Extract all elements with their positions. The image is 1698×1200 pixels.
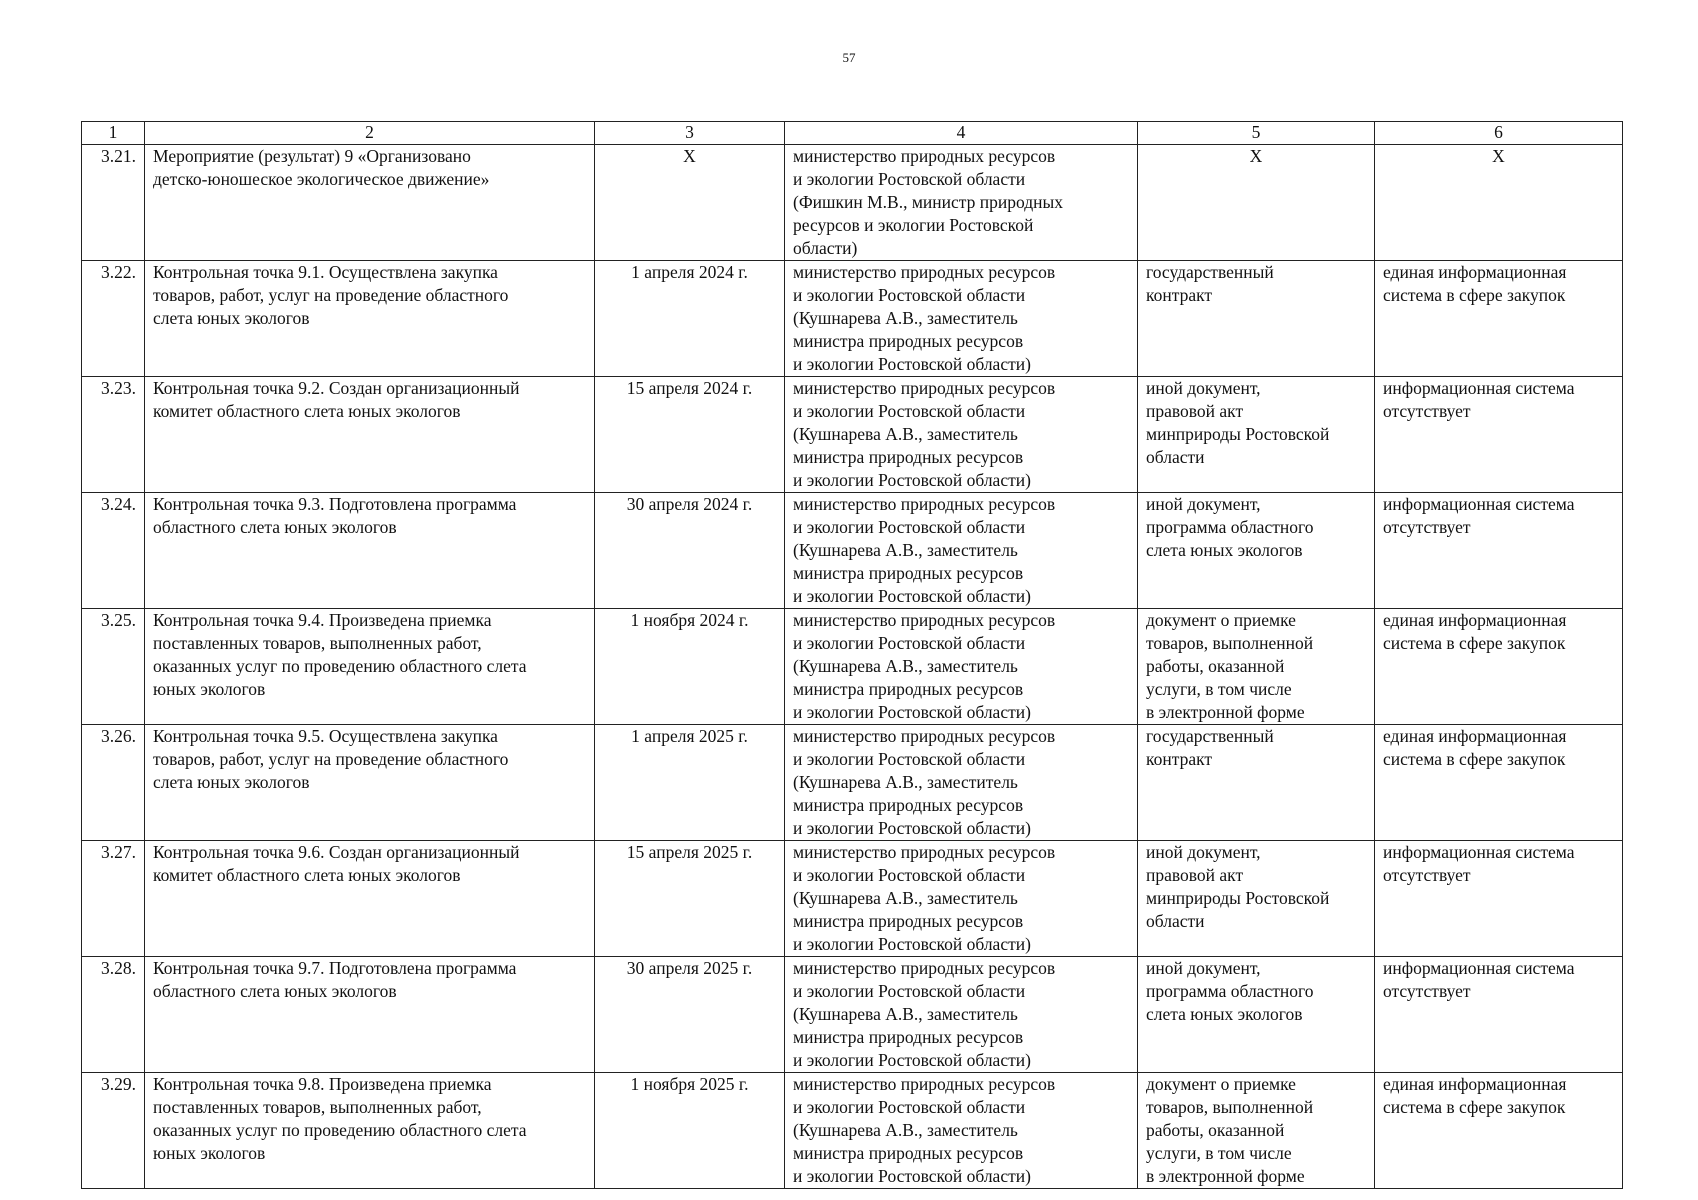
event-name-cell-text: Контрольная точка 9.1. Осуществлена закупка товаров, работ, услуг на проведение областного слета юных экологов	[153, 262, 509, 328]
column-header: 3	[595, 122, 785, 145]
responsible-cell-text: министерство природных ресурсов и экологии Ростовской области (Кушнарева А.В., заместитель министра природных ресурсов и экологии Ростовской области)	[793, 494, 1056, 606]
row-number-cell	[82, 609, 145, 725]
information-system-cell	[1375, 957, 1623, 1073]
row-number-cell	[82, 725, 145, 841]
table-row	[82, 261, 1623, 377]
document-type-cell	[1138, 261, 1375, 377]
event-name-cell	[145, 493, 595, 609]
deadline-cell	[595, 725, 785, 841]
column-header: 2	[145, 122, 595, 145]
deadline-cell	[595, 261, 785, 377]
document-type-cell-text: иной документ, программа областного слета юных экологов	[1146, 958, 1314, 1024]
event-name-cell	[145, 841, 595, 957]
column-header: 6	[1375, 122, 1623, 145]
information-system-cell	[1375, 609, 1623, 725]
information-system-cell-text: информационная система отсутствует	[1383, 842, 1575, 885]
document-type-cell	[1138, 1073, 1375, 1189]
table-row	[82, 493, 1623, 609]
deadline-cell	[595, 145, 785, 261]
event-name-cell	[145, 145, 595, 261]
event-name-cell-text: Контрольная точка 9.2. Создан организационный комитет областного слета юных экологов	[153, 378, 520, 421]
row-number-cell	[82, 841, 145, 957]
row-number-cell-text: 3.28.	[101, 958, 136, 978]
deadline-cell-text: 15 апреля 2024 г.	[626, 378, 753, 398]
responsible-cell	[785, 725, 1138, 841]
responsible-cell-text: министерство природных ресурсов и экологии Ростовской области (Кушнарева А.В., заместитель министра природных ресурсов и экологии Ростовской области)	[793, 610, 1056, 722]
row-number-cell-text: 3.22.	[101, 262, 136, 282]
deadline-cell-text: 1 апреля 2024 г.	[631, 262, 748, 282]
responsible-cell	[785, 493, 1138, 609]
document-type-cell	[1138, 609, 1375, 725]
document-type-cell-text: Х	[1249, 146, 1263, 166]
row-number-cell-text: 3.27.	[101, 842, 136, 862]
deadline-cell-text: Х	[683, 146, 696, 166]
event-name-cell-text: Контрольная точка 9.6. Создан организационный комитет областного слета юных экологов	[153, 842, 520, 885]
responsible-cell	[785, 377, 1138, 493]
row-number-cell	[82, 377, 145, 493]
table-row	[82, 841, 1623, 957]
table-row	[82, 725, 1623, 841]
document-type-cell	[1138, 841, 1375, 957]
responsible-cell	[785, 261, 1138, 377]
document-type-cell-text: документ о приемке товаров, выполненной работы, оказанной услуги, в том числе в электронной форме	[1146, 1074, 1314, 1186]
column-header: 1	[82, 122, 145, 145]
event-name-cell-text: Контрольная точка 9.4. Произведена приемка поставленных товаров, выполненных работ, оказанных услуг по проведению областного слета юных экологов	[153, 610, 527, 699]
deadline-cell-text: 1 ноября 2024 г.	[630, 610, 749, 630]
information-system-cell	[1375, 377, 1623, 493]
event-name-cell	[145, 377, 595, 493]
row-number-cell-text: 3.29.	[101, 1074, 136, 1094]
document-type-cell	[1138, 957, 1375, 1073]
information-system-cell-text: единая информационная система в сфере закупок	[1383, 1074, 1567, 1117]
document-type-cell	[1138, 377, 1375, 493]
information-system-cell-text: информационная система отсутствует	[1383, 958, 1575, 1001]
responsible-cell-text: министерство природных ресурсов и экологии Ростовской области (Кушнарева А.В., заместитель министра природных ресурсов и экологии Ростовской области)	[793, 726, 1056, 838]
row-number-cell	[82, 261, 145, 377]
information-system-cell	[1375, 841, 1623, 957]
row-number-cell	[82, 1073, 145, 1189]
control-points-table	[81, 121, 1623, 1189]
event-name-cell	[145, 1073, 595, 1189]
event-name-cell	[145, 957, 595, 1073]
deadline-cell-text: 15 апреля 2025 г.	[626, 842, 753, 862]
document-type-cell-text: государственный контракт	[1146, 262, 1274, 305]
document-type-cell-text: иной документ, правовой акт минприроды Ростовской области	[1146, 842, 1330, 931]
row-number-cell	[82, 493, 145, 609]
event-name-cell	[145, 261, 595, 377]
information-system-cell	[1375, 493, 1623, 609]
row-number-cell	[82, 957, 145, 1073]
document-type-cell-text: государственный контракт	[1146, 726, 1274, 769]
page-number: 57	[842, 50, 856, 65]
information-system-cell	[1375, 725, 1623, 841]
deadline-cell	[595, 377, 785, 493]
column-header: 5	[1138, 122, 1375, 145]
deadline-cell-text: 30 апреля 2025 г.	[626, 958, 753, 978]
deadline-cell	[595, 1073, 785, 1189]
deadline-cell	[595, 841, 785, 957]
information-system-cell	[1375, 261, 1623, 377]
table-row	[82, 609, 1623, 725]
document-type-cell	[1138, 493, 1375, 609]
responsible-cell-text: министерство природных ресурсов и экологии Ростовской области (Кушнарева А.В., заместитель министра природных ресурсов и экологии Ростовской области)	[793, 262, 1056, 374]
table-row	[82, 377, 1623, 493]
event-name-cell-text: Контрольная точка 9.3. Подготовлена программа областного слета юных экологов	[153, 494, 517, 537]
deadline-cell	[595, 609, 785, 725]
responsible-cell	[785, 1073, 1138, 1189]
responsible-cell-text: министерство природных ресурсов и экологии Ростовской области (Кушнарева А.В., заместитель министра природных ресурсов и экологии Ростовской области)	[793, 842, 1056, 954]
row-number-cell	[82, 145, 145, 261]
deadline-cell-text: 1 ноября 2025 г.	[630, 1074, 749, 1094]
event-name-cell-text: Контрольная точка 9.7. Подготовлена программа областного слета юных экологов	[153, 958, 517, 1001]
responsible-cell-text: министерство природных ресурсов и экологии Ростовской области (Кушнарева А.В., заместитель министра природных ресурсов и экологии Ростовской области)	[793, 958, 1056, 1070]
document-type-cell	[1138, 725, 1375, 841]
information-system-cell-text: информационная система отсутствует	[1383, 378, 1575, 421]
responsible-cell	[785, 609, 1138, 725]
row-number-cell-text: 3.26.	[101, 726, 136, 746]
row-number-cell-text: 3.24.	[101, 494, 136, 514]
information-system-cell-text: информационная система отсутствует	[1383, 494, 1575, 537]
event-name-cell	[145, 725, 595, 841]
information-system-cell-text: единая информационная система в сфере закупок	[1383, 610, 1567, 653]
responsible-cell	[785, 145, 1138, 261]
information-system-cell	[1375, 145, 1623, 261]
responsible-cell	[785, 957, 1138, 1073]
deadline-cell	[595, 493, 785, 609]
responsible-cell	[785, 841, 1138, 957]
table-row	[82, 1073, 1623, 1189]
responsible-cell-text: министерство природных ресурсов и экологии Ростовской области (Кушнарева А.В., заместитель министра природных ресурсов и экологии Ростовской области)	[793, 1074, 1056, 1186]
information-system-cell-text: единая информационная система в сфере закупок	[1383, 262, 1567, 305]
information-system-cell-text: единая информационная система в сфере закупок	[1383, 726, 1567, 769]
table-row	[82, 957, 1623, 1073]
information-system-cell-text: Х	[1492, 146, 1505, 166]
table-header-row	[82, 122, 1623, 145]
information-system-cell	[1375, 1073, 1623, 1189]
responsible-cell-text: министерство природных ресурсов и экологии Ростовской области (Фишкин М.В., министр природных ресурсов и экологии Ростовской области)	[793, 146, 1064, 258]
responsible-cell-text: министерство природных ресурсов и экологии Ростовской области (Кушнарева А.В., заместитель министра природных ресурсов и экологии Ростовской области)	[793, 378, 1056, 490]
event-name-cell	[145, 609, 595, 725]
document-type-cell	[1138, 145, 1375, 261]
deadline-cell-text: 30 апреля 2024 г.	[626, 494, 753, 514]
document-type-cell-text: документ о приемке товаров, выполненной работы, оказанной услуги, в том числе в электронной форме	[1146, 610, 1314, 722]
row-number-cell-text: 3.23.	[101, 378, 136, 398]
deadline-cell	[595, 957, 785, 1073]
deadline-cell-text: 1 апреля 2025 г.	[631, 726, 748, 746]
event-name-cell-text: Контрольная точка 9.5. Осуществлена закупка товаров, работ, услуг на проведение областного слета юных экологов	[153, 726, 509, 792]
document-type-cell-text: иной документ, программа областного слета юных экологов	[1146, 494, 1314, 560]
row-number-cell-text: 3.21.	[101, 146, 136, 166]
document-type-cell-text: иной документ, правовой акт минприроды Ростовской области	[1146, 378, 1330, 467]
row-number-cell-text: 3.25.	[101, 610, 136, 630]
event-name-cell-text: Мероприятие (результат) 9 «Организовано детско-юношеское экологическое движение»	[153, 146, 490, 189]
column-header: 4	[785, 122, 1138, 145]
table-row	[82, 145, 1623, 261]
event-name-cell-text: Контрольная точка 9.8. Произведена приемка поставленных товаров, выполненных работ, оказанных услуг по проведению областного слета юных экологов	[153, 1074, 527, 1163]
